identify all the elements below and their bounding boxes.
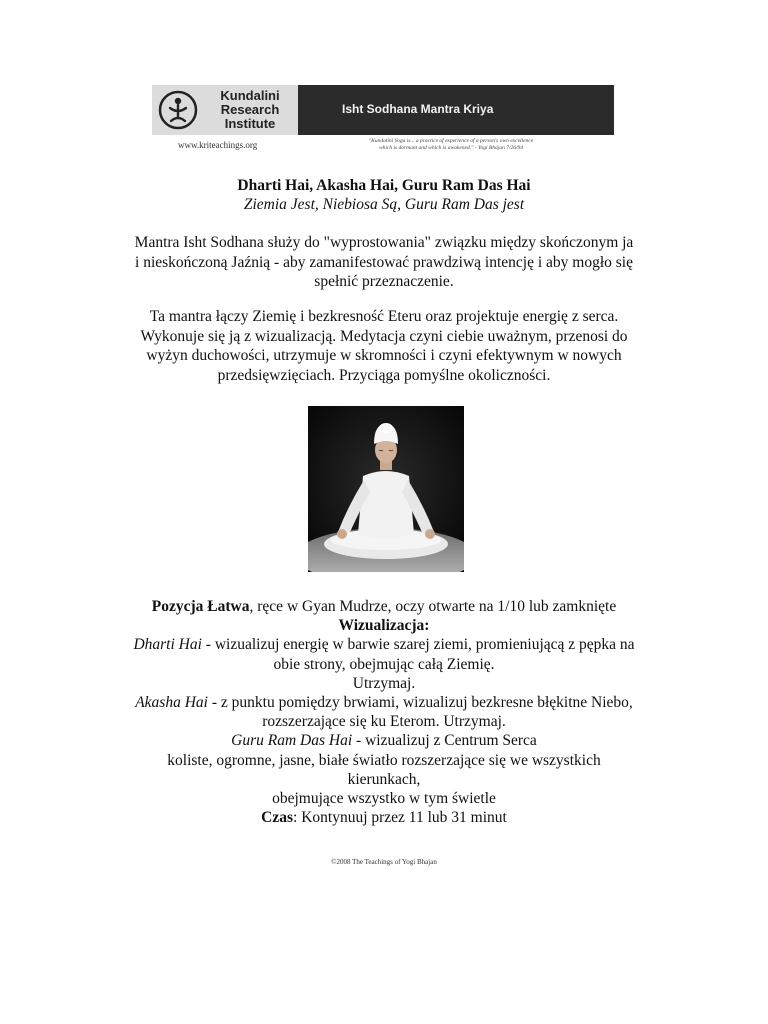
logo-line-1: Kundalini (220, 88, 280, 103)
akasha-text: - z punktu pomiędzy brwiami, wizualizuj bezkresne błękitne Niebo, (207, 694, 633, 712)
hold-line: Utrzymaj. (352, 674, 416, 692)
akasha-line (60, 693, 708, 712)
posture-label: Pozycja Łatwa (151, 598, 250, 615)
mantra-title: Dharti Hai, Akasha Hai, Guru Ram Das Hai (237, 177, 531, 194)
banner-title: Isht Sodhana Mantra Kriya (342, 102, 494, 116)
instructions (60, 597, 708, 827)
guru-text: - wizualizuj z Centrum Serca (352, 732, 537, 750)
dharti-label: Dharti Hai (133, 636, 202, 654)
time-label: Czas (261, 809, 294, 827)
para2-line: wyżyn duchowości, utrzymuje w skromności i czyni efektywnym w nowych (146, 347, 622, 364)
dharti-line (60, 635, 708, 654)
mantra-translation: Ziemia Jest, Niebiosa Są, Guru Ram Das jest (243, 196, 525, 213)
guru-label: Guru Ram Das Hai (231, 732, 353, 750)
banner-title-box (298, 85, 614, 135)
kri-logo (152, 85, 298, 135)
guru-line-4: obejmujące wszystko w tym świetle (272, 790, 496, 808)
guru-line-3: kierunkach, (347, 770, 421, 788)
kri-logo-icon (158, 90, 198, 130)
intro-paragraph-1 (60, 233, 708, 292)
website-url: www.kriteachings.org (178, 140, 258, 150)
visualization-heading: Wizualizacja: (338, 617, 430, 635)
para2-line: przedsięwzięciach. Przyciąga pomyślne okoliczności. (217, 366, 551, 384)
para1-line: i nieskończoną Jaźnią - aby zamanifestować prawdziwą intencję i aby mogło się (135, 253, 633, 271)
para1-line: Mantra Isht Sodhana służy do "wyprostowania" związku między skończonym ja (134, 234, 634, 251)
dharti-line-2: obie strony, obejmując całą Ziemię. (273, 655, 495, 673)
akasha-label: Akasha Hai (135, 694, 208, 712)
logo-text (202, 89, 298, 131)
intro-paragraph-2 (60, 307, 708, 385)
guru-line (60, 731, 708, 750)
quote-line-1: "Kundalini Yoga is... a practice of experience of a person's own excellence (368, 138, 534, 144)
logo-line-2: Research (220, 102, 280, 117)
para2-line: Ta mantra łączy Ziemię i bezkresność Eteru oraz projektuje energię z serca. (149, 308, 619, 325)
guru-line-2: koliste, ogromne, jasne, białe światło rozszerzające się we wszystkich (167, 751, 601, 769)
meditating-figure-image (308, 406, 464, 572)
copyright-footer: ©2008 The Teachings of Yogi Bhajan (331, 858, 437, 866)
para2-line: Wykonuje się ją z wizualizacją. Medytacja czyni ciebie uważnym, przenosi do (140, 327, 628, 345)
logo-line-3: Institute (224, 116, 276, 131)
para1-line: spełnić przeznaczenie. (314, 273, 454, 290)
time-text: : Kontynuuj przez 11 lub 31 minut (293, 809, 507, 827)
header-banner (152, 85, 614, 137)
header-quote (340, 138, 562, 151)
time-line (60, 808, 708, 827)
quote-line-2: which is dormant and which is awakened." - Yogi Bhajan 7/26/94 (378, 144, 524, 151)
dharti-text: - wizualizuj energię w barwie szarej ziemi, promieniującą z pępka na (201, 636, 635, 654)
akasha-line-2: rozszerzające się ku Eterom. Utrzymaj. (262, 713, 506, 731)
meditation-photo (308, 406, 464, 572)
posture-line (60, 597, 708, 616)
posture-text: , ręce w Gyan Mudrze, oczy otwarte na 1/10 lub zamknięte (249, 598, 617, 615)
